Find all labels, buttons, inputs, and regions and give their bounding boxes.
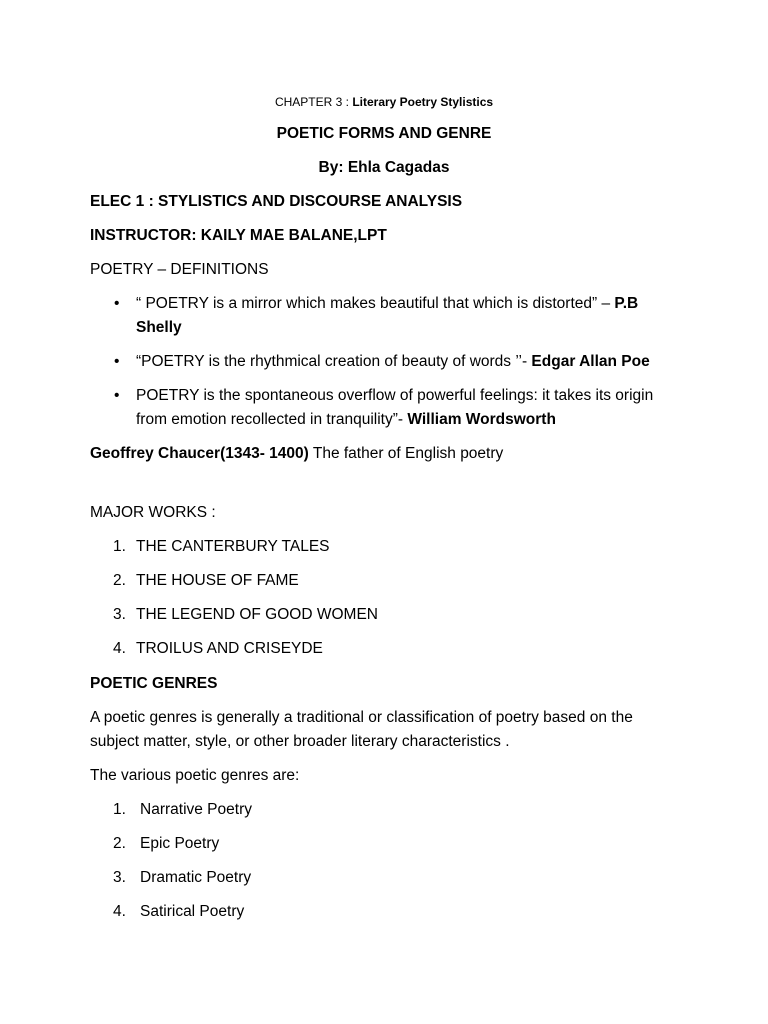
major-work-item: THE CANTERBURY TALES [136,538,330,555]
chapter-line [0,90,768,114]
bullet-marker: • [114,353,120,370]
chaucer-name: Geoffrey Chaucer(1343- 1400) [90,445,309,462]
list-number: 1. [113,801,126,818]
document-author: By: Ehla Cagadas [318,159,450,176]
bullet-marker: • [114,295,120,312]
chapter-prefix: CHAPTER 3 : [274,95,353,109]
genres-paragraph-line-2: subject matter, style, or other broader literary characteristics . [90,733,510,750]
genre-item: Dramatic Poetry [140,869,252,886]
definition-item-1 [136,292,638,316]
definition-item-2 [136,350,650,374]
document-title: POETIC FORMS AND GENRE [276,125,492,142]
genre-item: Narrative Poetry [140,801,252,818]
genres-paragraph-line-1: A poetic genres is generally a traditional or classification of poetry based on the [90,709,633,726]
major-work-item: THE LEGEND OF GOOD WOMEN [136,606,378,623]
definition-author: P.B [614,295,639,312]
definition-author: Edgar Allan Poe [531,353,650,370]
definition-item-3-continued [136,408,556,432]
chaucer-line [90,442,503,466]
genres-intro: The various poetic genres are: [90,767,300,784]
list-number: 4. [113,903,126,920]
list-number: 4. [113,640,126,657]
genre-item: Epic Poetry [140,835,220,852]
genres-heading: POETIC GENRES [90,675,218,692]
chaucer-desc: The father of English poetry [308,445,504,462]
definition-quote: from emotion recollected in tranquility”- [136,411,408,428]
instructor-line: INSTRUCTOR: KAILY MAE BALANE,LPT [90,227,387,244]
list-number: 3. [113,606,126,623]
bullet-marker: • [114,387,120,404]
definition-quote: “POETRY is the rhythmical creation of beauty of words ’’- [136,353,532,370]
course-line: ELEC 1 : STYLISTICS AND DISCOURSE ANALYSIS [90,193,463,210]
definition-item-3: POETRY is the spontaneous overflow of powerful feelings: it takes its origin [136,387,654,404]
major-works-heading: MAJOR WORKS : [90,504,216,521]
definition-quote: “ POETRY is a mirror which makes beautiful that which is distorted” – [136,295,615,312]
definitions-heading: POETRY – DEFINITIONS [90,261,269,278]
major-work-item: TROILUS AND CRISEYDE [136,640,323,657]
list-number: 1. [113,538,126,555]
definition-author-continued: Shelly [136,319,182,336]
major-work-item: THE HOUSE OF FAME [136,572,299,589]
list-number: 2. [113,572,126,589]
list-number: 3. [113,869,126,886]
definition-author: William Wordsworth [407,411,556,428]
list-number: 2. [113,835,126,852]
chapter-title: Literary Poetry Stylistics [352,95,494,109]
genre-item: Satirical Poetry [140,903,245,920]
